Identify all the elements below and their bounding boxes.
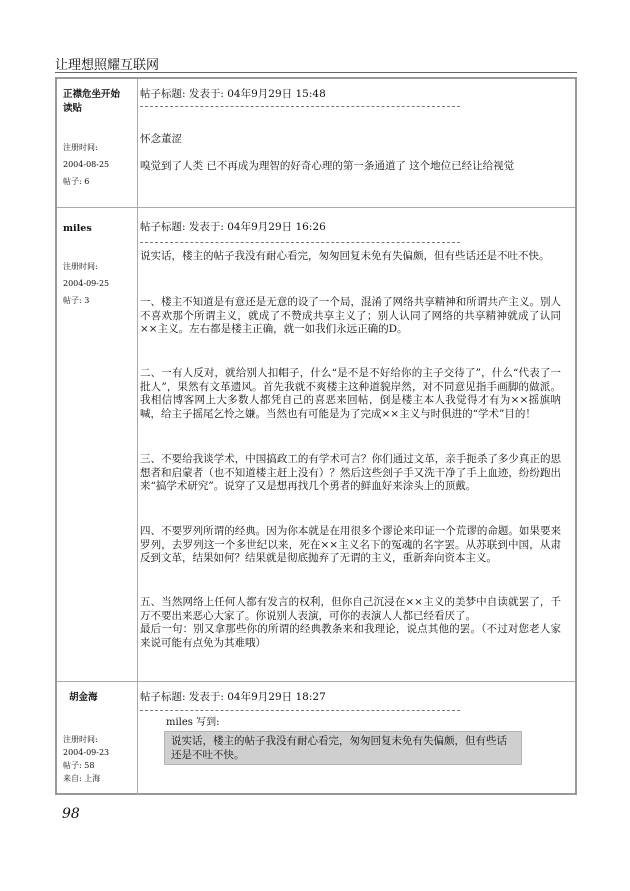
- author-column: [57, 79, 138, 207]
- registered-label: 注册时间:: [63, 143, 98, 152]
- page-number: 98: [62, 806, 80, 822]
- quote-box: 说实话，楼主的帖子我没有耐心看完，匆匆回复未免有失偏颇，但有些话还是不吐不快。: [164, 731, 522, 765]
- author-meta: [63, 141, 109, 188]
- author-meta: [63, 733, 109, 785]
- post-paragraph: 三、不要给我谈学术，中国搞政工的有学术可言？你们通过文革，亲手扼杀了多少真正的思想者和启蒙者（也不知道楼主赶上没有）？然后这些刽子手又洗干净了手上血迹，纷纷跑出来“搞学术研究”。说穿了又是想再找几个勇者的鲜血好来涂头上的顶戴。: [140, 453, 561, 492]
- post-content: [140, 207, 569, 681]
- post-heading: 帖子标题: 发表于: 04年9月29日 15:48: [140, 88, 326, 100]
- header-divider: [55, 72, 577, 73]
- registered-label: 注册时间:: [63, 735, 98, 744]
- forum-post-3: [57, 681, 575, 795]
- post-paragraph: 四、不要罗列所谓的经典。因为你本就是在用很多个谬论来印证一个荒谬的命题。如果要来罗列，去罗列这一个多世纪以来，死在××主义名下的冤魂的名字罢。从苏联到中国，从肃反到文革，结果如何？结果就是彻底抛弃了无谓的主义，重新奔向资本主义。: [140, 525, 561, 564]
- author-meta: [63, 260, 109, 307]
- location: 来自: 上海: [63, 774, 101, 783]
- post-body: 嗅觉到了人类 已不再成为理智的好奇心理的第一条通道了 这个地位已经让给视觉: [140, 160, 515, 172]
- forum-thread-table: [55, 77, 577, 795]
- post-content: [140, 681, 569, 795]
- post-heading: 帖子标题: 发表于: 04年9月29日 18:27: [140, 691, 326, 703]
- author-name[interactable]: miles: [63, 223, 92, 234]
- registered-date: 2004-09-23: [63, 748, 110, 757]
- post-divider: [140, 106, 460, 107]
- page-header-title: 让理想照耀互联网: [55, 58, 160, 73]
- post-heading: 帖子标题: 发表于: 04年9月29日 16:26: [140, 221, 326, 233]
- author-column: [57, 681, 138, 795]
- forum-post-1: [57, 79, 575, 208]
- registered-date: 2004-09-25: [63, 279, 110, 288]
- post-paragraph: 五、当然网络上任何人都有发言的权利，但你自己沉浸在××主义的美梦中自读就罢了，千万不要出来恶心大家了。你说别人表演，可你的表演人人都已经看厌了。 最后一句：别又拿那些你的所谓的经典教条来和我理论，说点其他的罢。（不过对您老人家来说可能有点免为其难哦）: [140, 596, 561, 649]
- author-name[interactable]: 胡金海: [69, 692, 98, 703]
- post-content: [140, 79, 569, 207]
- post-count: 帖子: 6: [63, 177, 90, 186]
- registered-date: 2004-08-25: [63, 160, 110, 169]
- registered-label: 注册时间:: [63, 262, 98, 271]
- post-divider: [140, 710, 460, 711]
- post-paragraph: 二、一有人反对，就给别人扣帽子，什么“是不是不好给你的主子交待了”，什么“代表了一批人”，果然有文革遗风。首先我就不爽楼主这种道貌岸然，对不同意见指手画脚的做派。我相信博客网上大多数人都凭自己的喜恶来回帖，倒是楼主本人我觉得才有为××摇旗呐喊，给主子摇尾乞怜之嫌。当然也有可能是为了完成××主义与时俱进的“学术”目的！: [140, 367, 561, 420]
- author-column: [57, 207, 138, 681]
- author-name[interactable]: 正襟危坐开始读贴: [63, 89, 121, 114]
- post-count: 帖子: 58: [63, 761, 95, 770]
- post-divider: [140, 242, 460, 243]
- forum-post-2: [57, 207, 575, 682]
- post-count: 帖子: 3: [63, 296, 90, 305]
- post-title: 怀念董涩: [140, 133, 182, 145]
- quote-label: miles 写到:: [166, 717, 220, 728]
- post-paragraph: 一、楼主不知道是有意还是无意的设了一个局，混淆了网络共享精神和所谓共产主义。别人不喜欢那个所谓主义，就成了不赞成共享主义了；别人认同了网络的共享精神就成了认同××主义。左右都是楼主正确，就一如我们永远正确的D。: [140, 296, 561, 335]
- post-paragraph: 说实话，楼主的帖子我没有耐心看完，匆匆回复未免有失偏颇，但有些话还是不吐不快。: [140, 250, 550, 262]
